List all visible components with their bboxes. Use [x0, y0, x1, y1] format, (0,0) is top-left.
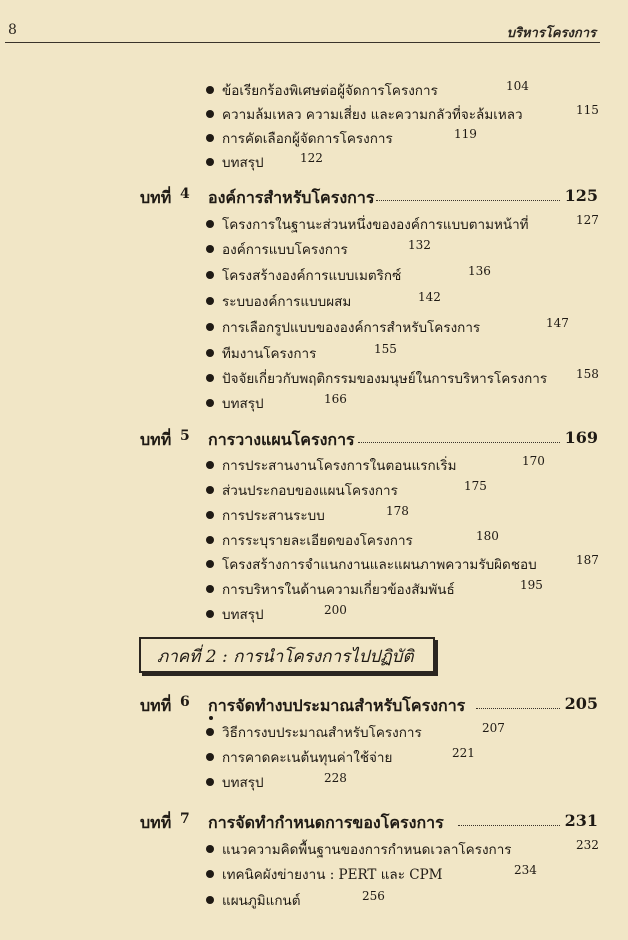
- bullet-icon: [206, 486, 214, 494]
- chapter-number: 7: [180, 811, 190, 827]
- stray-dot: [209, 716, 213, 720]
- toc-entry-page: 207: [482, 721, 505, 735]
- toc-entry-page: 158: [576, 367, 599, 381]
- bullet-icon: [206, 158, 214, 166]
- toc-entry: [206, 342, 397, 364]
- chapter-number: 6: [180, 694, 190, 710]
- toc-entry-title: โครงสร้างการจำแนกงานและแผนภาพความรับผิดชอบ: [222, 557, 537, 573]
- bullet-icon: [206, 511, 214, 519]
- dot-leader: [476, 708, 560, 709]
- toc-entry-title: การประสานงานโครงการในตอนแรกเริ่ม: [222, 458, 457, 474]
- toc-entry-page: 221: [452, 746, 475, 760]
- toc-entry: [206, 479, 487, 501]
- toc-entry: [206, 151, 323, 173]
- chapter-title: องค์การสำหรับโครงการ: [208, 188, 375, 207]
- page-number: 8: [8, 22, 17, 38]
- toc-entry-page: 234: [514, 863, 537, 877]
- bullet-icon: [206, 560, 214, 568]
- toc-entry-page: 232: [576, 838, 599, 852]
- toc-entry: [206, 553, 599, 575]
- toc-entry-page: 142: [418, 290, 441, 304]
- toc-entry-title: การคาดคะเนต้นทุนค่าใช้จ่าย: [222, 750, 393, 766]
- toc-entry-title: การบริหารในด้านความเกี่ยวข้องสัมพันธ์: [222, 582, 455, 598]
- toc-entry-title: บทสรุป: [222, 155, 264, 171]
- bullet-icon: [206, 610, 214, 618]
- chapter-heading: [140, 428, 600, 456]
- toc-entry-title: การระบุรายละเอียดของโครงการ: [222, 533, 413, 549]
- toc-entry: [206, 771, 347, 793]
- toc-entry-title: การคัดเลือกผู้จัดการโครงการ: [222, 131, 393, 147]
- toc-entry: [206, 103, 599, 125]
- toc-entry-page: 147: [546, 316, 569, 330]
- chapter-title: การจัดทำกำหนดการของโครงการ: [208, 813, 444, 832]
- chapter-title: การจัดทำงบประมาณสำหรับโครงการ: [208, 696, 466, 715]
- toc-entry: [206, 746, 475, 768]
- page-header: [0, 0, 628, 48]
- toc-entry-page: 175: [464, 479, 487, 493]
- toc-entry-page: 256: [362, 889, 385, 903]
- toc-entry: [206, 578, 543, 600]
- toc-entry-title: โครงสร้างองค์การแบบเมตริกซ์: [222, 268, 402, 284]
- toc-entry-page: 200: [324, 603, 347, 617]
- dot-leader: [358, 442, 560, 443]
- toc-entry-page: 127: [576, 213, 599, 227]
- toc-entry-title: ความล้มเหลว ความเสี่ยง และความกลัวที่จะล้มเหลว: [222, 107, 523, 123]
- bullet-icon: [206, 110, 214, 118]
- toc-entry: [206, 392, 347, 414]
- toc-entry-page: 115: [576, 103, 599, 117]
- toc-entry-page: 122: [300, 151, 323, 165]
- toc-entry-title: บทสรุป: [222, 607, 264, 623]
- toc-entry: [206, 721, 505, 743]
- chapter-label: บทที่: [140, 188, 172, 207]
- chapter-label: บทที่: [140, 813, 172, 832]
- toc-entry: [206, 79, 529, 101]
- toc-entry-title: ส่วนประกอบของแผนโครงการ: [222, 483, 398, 499]
- dot-leader: [376, 200, 560, 201]
- toc-entry: [206, 454, 545, 476]
- bullet-icon: [206, 870, 214, 878]
- toc-entry-title: บทสรุป: [222, 775, 264, 791]
- chapter-page: 231: [564, 811, 598, 830]
- bullet-icon: [206, 220, 214, 228]
- toc-entry-page: 170: [522, 454, 545, 468]
- chapter-label: บทที่: [140, 696, 172, 715]
- chapter-heading: [140, 811, 600, 839]
- toc-entry: [206, 264, 491, 286]
- toc-entry-title: ทีมงานโครงการ: [222, 346, 317, 362]
- toc-entry: [206, 863, 537, 885]
- chapter-page: 169: [564, 428, 598, 447]
- toc-entry-page: 195: [520, 578, 543, 592]
- toc-entry-title: แนวความคิดพื้นฐานของการกำหนดเวลาโครงการ: [222, 842, 512, 858]
- toc-entry-page: 187: [576, 553, 599, 567]
- bullet-icon: [206, 323, 214, 331]
- chapter-number: 4: [180, 186, 190, 202]
- toc-entry-page: 104: [506, 79, 529, 93]
- toc-entry-title: วิธีการงบประมาณสำหรับโครงการ: [222, 725, 422, 741]
- toc-entry: [206, 127, 477, 149]
- toc-entry-title: โครงการในฐานะส่วนหนึ่งขององค์การแบบตามหน้าที่: [222, 217, 529, 233]
- toc-entry-title: บทสรุป: [222, 396, 264, 412]
- toc-entry-title: ปัจจัยเกี่ยวกับพฤติกรรมของมนุษย์ในการบริหารโครงการ: [222, 371, 548, 387]
- bullet-icon: [206, 374, 214, 382]
- toc-entry-page: 178: [386, 504, 409, 518]
- toc-entry: [206, 290, 441, 312]
- toc-entry-title: การประสานระบบ: [222, 508, 325, 524]
- toc-entry-page: 155: [374, 342, 397, 356]
- chapter-label: บทที่: [140, 430, 172, 449]
- toc-entry-page: 136: [468, 264, 491, 278]
- toc-entry: [206, 603, 347, 625]
- toc-entry: [206, 504, 409, 526]
- running-title: บริหารโครงการ: [506, 26, 596, 41]
- toc-entry-title: เทคนิคผังข่ายงาน : PERT และ CPM: [222, 867, 443, 883]
- toc-entry: [206, 889, 385, 911]
- toc-entry: [206, 316, 569, 338]
- bullet-icon: [206, 753, 214, 761]
- toc-entry-title: แผนภูมิแกนต์: [222, 893, 301, 909]
- toc-entry: [206, 529, 499, 551]
- bullet-icon: [206, 896, 214, 904]
- chapter-heading: [140, 186, 600, 214]
- chapter-title: การวางแผนโครงการ: [208, 430, 355, 449]
- bullet-icon: [206, 349, 214, 357]
- toc-entry-page: 166: [324, 392, 347, 406]
- toc-entry-page: 132: [408, 238, 431, 252]
- toc-entry-page: 180: [476, 529, 499, 543]
- bullet-icon: [206, 134, 214, 142]
- header-rule: [5, 42, 600, 43]
- bullet-icon: [206, 86, 214, 94]
- bullet-icon: [206, 297, 214, 305]
- bullet-icon: [206, 728, 214, 736]
- toc-entry-title: ระบบองค์การแบบผสม: [222, 294, 352, 310]
- toc-entry-title: การเลือกรูปแบบขององค์การสำหรับโครงการ: [222, 320, 481, 336]
- chapter-page: 205: [564, 694, 598, 713]
- toc-entry-page: 119: [454, 127, 477, 141]
- chapter-page: 125: [564, 186, 598, 205]
- toc-entry: [206, 238, 431, 260]
- bullet-icon: [206, 461, 214, 469]
- bullet-icon: [206, 245, 214, 253]
- toc-entry: [206, 838, 599, 860]
- toc-entry: [206, 367, 599, 389]
- toc-entry-title: ข้อเรียกร้องพิเศษต่อผู้จัดการโครงการ: [222, 83, 438, 99]
- toc-entry: [206, 213, 599, 235]
- toc-entry-page: 228: [324, 771, 347, 785]
- bullet-icon: [206, 585, 214, 593]
- dot-leader: [458, 825, 560, 826]
- chapter-number: 5: [180, 428, 190, 444]
- bullet-icon: [206, 271, 214, 279]
- bullet-icon: [206, 778, 214, 786]
- bullet-icon: [206, 399, 214, 407]
- bullet-icon: [206, 536, 214, 544]
- part-heading-text: ภาคที่ 2 : การนำโครงการไปปฏิบัติ: [157, 647, 414, 667]
- part-heading-box: [139, 637, 435, 673]
- toc-entry-title: องค์การแบบโครงการ: [222, 242, 348, 258]
- bullet-icon: [206, 845, 214, 853]
